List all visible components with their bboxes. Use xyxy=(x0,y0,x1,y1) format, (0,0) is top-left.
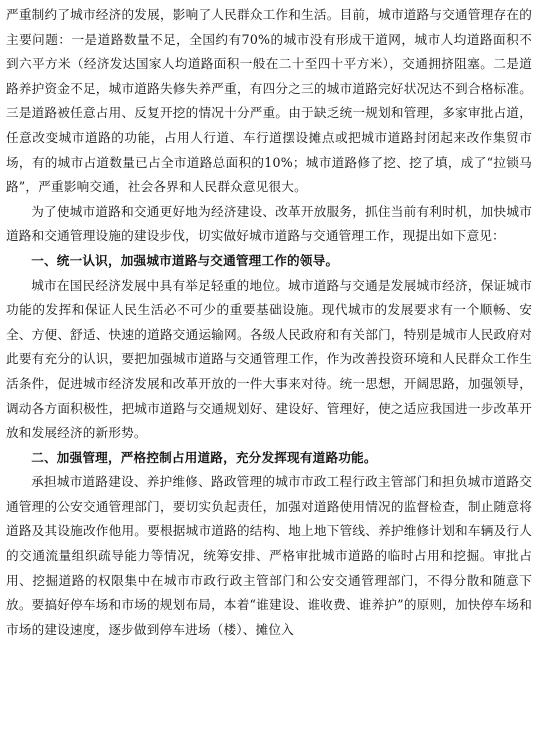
body-paragraph-3: 城市在国民经济发展中具有举足轻重的地位。城市道路与交通是发展城市经济，保证城市功能的发挥和保证人民生活必不可少的重要基础设施。现代城市的发展要求有一个顺畅、安全、方便、舒适、快速的道路交通运输网。各级人民政府和有关部门，特别是城市人民政府对此要有充分的认识，要把加强城市道路与交通管理工作，作为改善投资环境和人民群众工作生活条件，促进城市经济发展和改革开放的一件大事来对待。统一思想，开阔思路，加强领导，调动各方面积极性，把城市道路与交通规划好、建设好、管理好，使之适应我国进一步改革开放和发展经济的新形势。 xyxy=(6,277,532,441)
section-heading-1: 一、统一认识，加强城市道路与交通管理工作的领导。 xyxy=(31,252,339,268)
body-paragraph-1: 严重制约了城市经济的发展，影响了人民群众工作和生活。目前，城市道路与交通管理存在的主要问题：一是道路数量不足，全国约有70%的城市没有形成干道网，城市人均道路面积不到六平方米（经济发达国家人均道路面积一般在二十至四十平方米），交通拥挤阻塞。二是道路养护资金不足，城市道路失修失养严重，有四分之三的城市道路完好状况达不到合格标准。三是道路被任意占用、反复开挖的情况十分严重。由于缺乏统一规划和管理，多家审批占道，任意改变城市道路的功能，占用人行道、车行道摆设摊点或把城市道路封闭起来改作集贸市场，有的城市占道数量已占全市道路总面积的10%；城市道路修了挖、挖了填，成了“拉锁马路”，严重影响交通，社会各界和人民群众意见很大。 xyxy=(6,7,532,195)
section-heading-2: 二、加强管理，严格控制占用道路，充分发挥现有道路功能。 xyxy=(31,449,377,465)
body-paragraph-2: 为了使城市道路和交通更好地为经济建设、改革开放服务，抓住当前有利时机，加快城市道路和交通管理设施的建设步伐，切实做好城市道路与交通管理工作，现提出如下意见： xyxy=(6,203,532,244)
body-paragraph-4: 承担城市道路建设、养护维修、路政管理的城市市政工程行政主管部门和担负城市道路交通管理的公安交通管理部门，要切实负起责任，加强对道路使用情况的监督检查，制止随意将道路及其设施改作他用。要根据城市道路的结构、地上地下管线、养护维修计划和车辆及行人的交通流量组织疏导能力等情况，统筹安排、严格审批城市道路的临时占用和挖掘。审批占用、挖掘道路的权限集中在城市市政行政主管部门和公安交通管理部门，不得分散和随意下放。要搞好停车场和市场的规划布局，本着“谁建设、谁收费、谁养护”的原则，加快停车场和市场的建设速度，逐步做到停车进场（楼）、摊位入 xyxy=(6,474,532,637)
